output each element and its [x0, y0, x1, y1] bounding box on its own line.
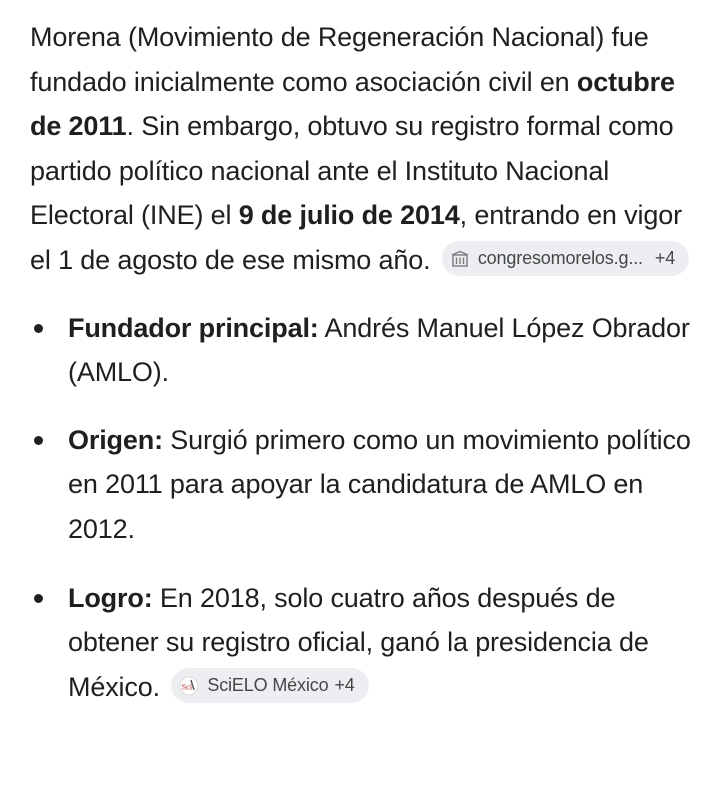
building-icon	[450, 249, 470, 269]
scielo-logo-icon	[179, 676, 199, 696]
bullet-label: Fundador principal:	[68, 312, 319, 343]
list-item-achievement	[30, 576, 700, 710]
citation-chip-scielo[interactable]	[171, 668, 368, 703]
list-item-origin	[30, 418, 700, 552]
citation-count: +4	[654, 248, 676, 269]
summary-paragraph	[30, 15, 700, 283]
bullet-dot	[34, 436, 43, 445]
bullet-label: Logro:	[68, 582, 153, 613]
bullet-text: Andrés Manuel López Obrador (AMLO).	[68, 312, 690, 388]
founding-date: octubre de 2011	[30, 66, 675, 142]
facts-list	[30, 306, 700, 710]
citation-source: congresomorelos.g...	[477, 248, 643, 269]
registration-date: 9 de julio de 2014	[238, 200, 460, 231]
citation-count: +4	[334, 675, 355, 696]
paragraph-text-2: . Sin embargo, obtuvo su registro formal como partido político nacional ante el Instituto Nacional Electoral (INE) el	[30, 111, 674, 231]
paragraph-text-3: , entrando en vigor el 1 de agosto de ese mismo año.	[30, 200, 682, 275]
bullet-dot	[34, 594, 43, 603]
citation-chip-congreso[interactable]	[442, 241, 689, 276]
bullet-label: Origen:	[68, 424, 163, 455]
list-item-founder	[30, 306, 700, 395]
bullet-text: Surgió primero como un movimiento político en 2011 para apoyar la candidatura de AMLO en 2012.	[68, 424, 691, 544]
svg-text:Sci: Sci	[181, 683, 193, 692]
bullet-text: En 2018, solo cuatro años después de obtener su registro oficial, ganó la presidencia de México.	[68, 582, 649, 702]
paragraph-text-1: Morena (Movimiento de Regeneración Nacional) fue fundado inicialmente como asociación civil en	[30, 22, 649, 97]
answer-content	[30, 15, 700, 709]
bullet-dot	[34, 324, 43, 333]
citation-source: SciELO México	[207, 675, 329, 696]
